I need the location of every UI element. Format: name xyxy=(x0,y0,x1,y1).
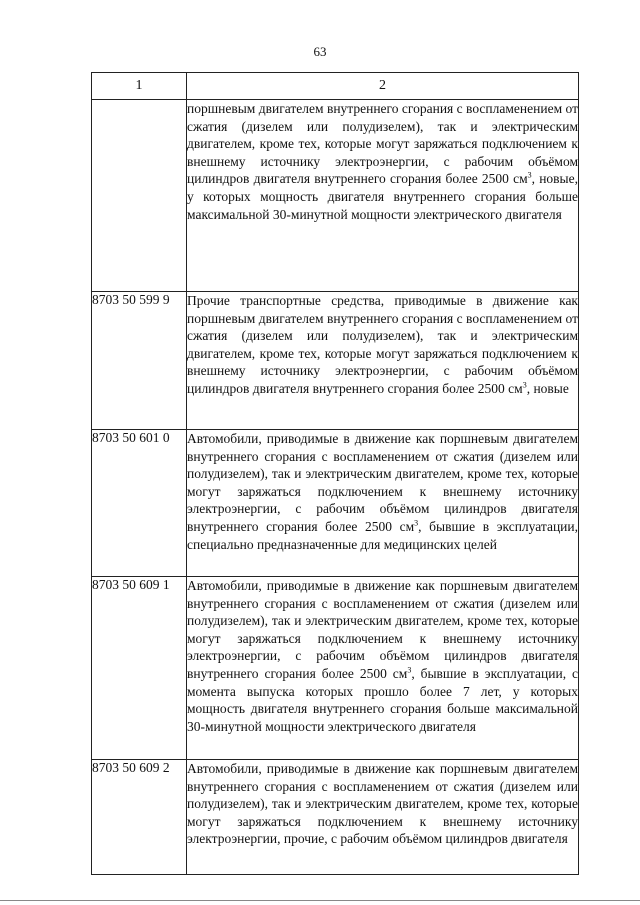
description-text: Автомобили, приводимые в движение как поршневым двигателем внутреннего сгорания с воспламенением от сжатия (дизелем или полудизелем), так и электрическим двигателем, кроме тех, которые могут заряжаться подключением к внешнему источнику электроэнергии, с рабочим объёмом цилиндров двигателя внутреннего сгорания более 2500 см xyxy=(187,431,578,534)
description-text-tail: , бывшие в эксплуатации, специально предназначенные для медицинских целей xyxy=(187,518,578,552)
description-cell xyxy=(187,100,579,292)
tnved-code: 8703 50 609 1 xyxy=(92,577,187,760)
column-header-1: 1 xyxy=(92,73,187,100)
tnved-code: 8703 50 609 2 xyxy=(92,760,187,875)
table-row xyxy=(92,100,579,292)
description-cell xyxy=(187,760,579,875)
description-text: Автомобили, приводимые в движение как поршневым двигателем внутреннего сгорания с воспламенением от сжатия (дизелем или полудизелем), так и электрическим двигателем, кроме тех, которые могут заряжаться подключением к внешнему источнику электроэнергии, с рабочим объёмом цилиндров двигателя внутреннего сгорания более 2500 см xyxy=(187,578,578,681)
column-header-2: 2 xyxy=(187,73,579,100)
superscript: 3 xyxy=(527,170,532,180)
description-cell xyxy=(187,430,579,577)
scan-edge-line xyxy=(0,900,640,901)
tnved-code: 8703 50 599 9 xyxy=(92,292,187,430)
description-text-tail: , новые xyxy=(526,380,569,396)
table-row xyxy=(92,760,579,875)
tnved-code xyxy=(92,100,187,292)
table-row xyxy=(92,577,579,760)
description-cell xyxy=(187,292,579,430)
description-text-tail: , бывшие в эксплуатации, с момента выпуска которых прошло более 7 лет, у которых мощность двигателя внутреннего сгорания больше максимальной 30-минутной мощности электрического двигателя xyxy=(187,665,578,734)
description-text: Автомобили, приводимые в движение как поршневым двигателем внутреннего сгорания с воспламенением от сжатия (дизелем или полудизелем), так и электрическим двигателем, кроме тех, которые могут заряжаться подключением к внешнему источнику электроэнергии, прочие, с рабочим объёмом цилиндров двигателя xyxy=(187,761,578,847)
description-text-tail: , новые, у которых мощность двигателя внутреннего сгорания больше максимальной 30-минутной мощности электрического двигателя xyxy=(187,171,578,222)
table-row xyxy=(92,430,579,577)
table-row xyxy=(92,292,579,430)
description-text: Прочие транспортные средства, приводимые в движение как поршневым двигателем внутреннего сгорания с воспламенением от сжатия (дизелем или полудизелем), так и электрическим двигателем, кроме тех, которые могут заряжаться подключением к внешнему источнику электроэнергии, с рабочим объёмом цилиндров двигателя внутреннего сгорания более 2500 см xyxy=(187,293,578,396)
classification-table xyxy=(91,72,579,875)
description-cell xyxy=(187,577,579,760)
superscript: 3 xyxy=(407,665,412,675)
description-text: поршневым двигателем внутреннего сгорания с воспламенением от сжатия (дизелем или полудизелем), так и электрическим двигателем, кроме тех, которые могут заряжаться подключением к внешнему источнику электроэнергии, с рабочим объёмом цилиндров двигателя внутреннего сгорания более 2500 см xyxy=(187,101,578,187)
superscript: 3 xyxy=(522,380,527,390)
page-number: 63 xyxy=(313,44,327,59)
tnved-code: 8703 50 601 0 xyxy=(92,430,187,577)
table-header-row xyxy=(92,73,579,100)
superscript: 3 xyxy=(414,518,419,528)
